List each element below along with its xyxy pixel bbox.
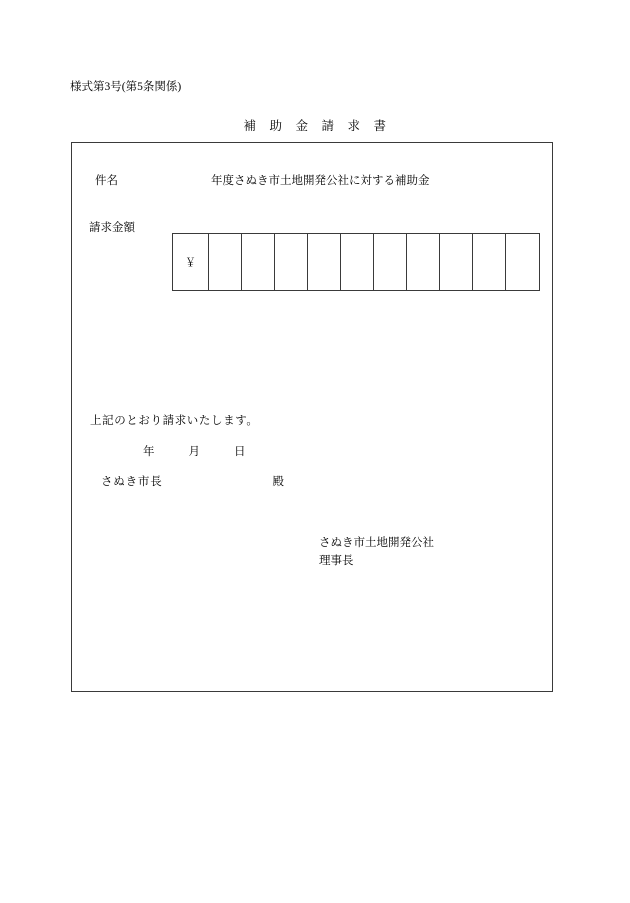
date-year-label: 年 (143, 446, 155, 458)
subject-label: 件名 (95, 175, 118, 187)
amount-digit-cell[interactable] (407, 234, 440, 290)
date-line (143, 443, 246, 459)
addressee-line (101, 473, 285, 489)
subject-value: 年度さぬき市土地開発公社に対する補助金 (211, 175, 430, 187)
addressee-honorific: 殿 (272, 476, 285, 488)
amount-digit-cell[interactable] (341, 234, 374, 290)
applicant-organization: さぬき市土地開発公社 (319, 537, 434, 549)
amount-digit-cell[interactable] (308, 234, 341, 290)
document-title: 補 助 金 請 求 書 (243, 119, 387, 133)
amount-digit-cell[interactable] (506, 234, 539, 290)
applicant-title: 理事長 (319, 555, 354, 567)
amount-grid (172, 233, 540, 291)
amount-digit-cell[interactable] (374, 234, 407, 290)
amount-digit-cell[interactable] (242, 234, 275, 290)
request-statement: 上記のとおり請求いたします。 (90, 415, 259, 427)
amount-digit-cell[interactable] (209, 234, 242, 290)
amount-digit-cell[interactable] (473, 234, 506, 290)
date-month-label: 月 (188, 446, 200, 458)
amount-label: 請求金額 (89, 222, 135, 234)
amount-digit-cell[interactable] (275, 234, 308, 290)
form-number: 様式第3号(第5条関係) (70, 81, 182, 93)
amount-digit-cell[interactable] (440, 234, 473, 290)
addressee-name: さぬき市長 (101, 476, 163, 488)
date-day-label: 日 (234, 446, 246, 458)
amount-currency-cell: ￥ (173, 234, 209, 290)
